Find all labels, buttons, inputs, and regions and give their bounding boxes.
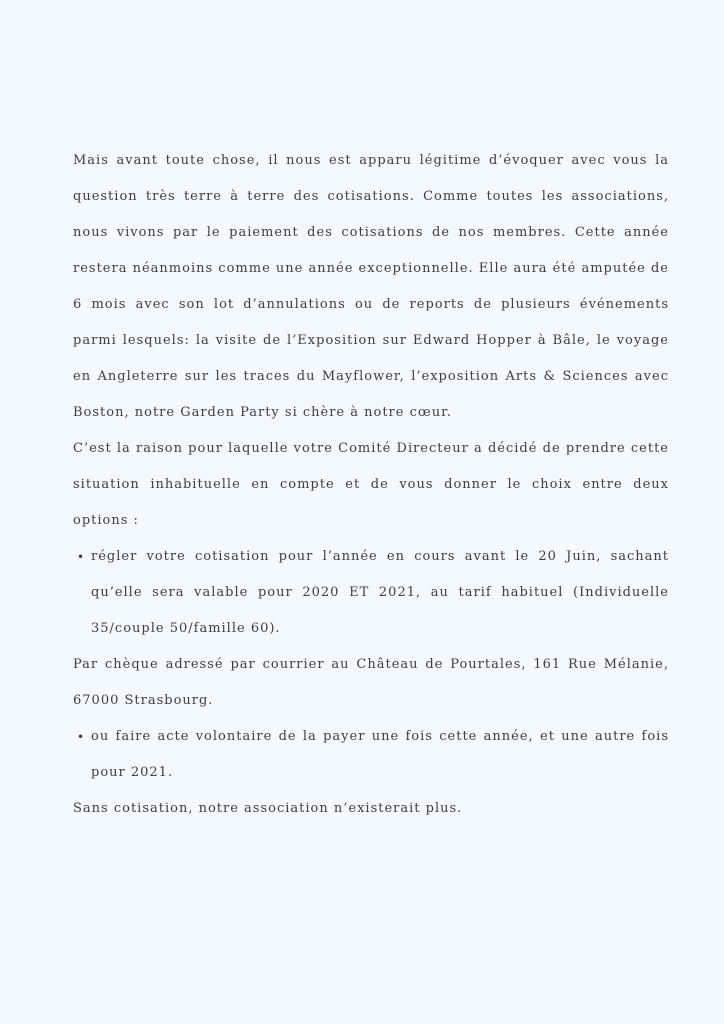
- bullet-icon: •: [77, 730, 86, 744]
- paragraph-options-intro: C’est la raison pour laquelle votre Comité Directeur a décidé de prendre cette situation inhabituelle en compte et de vous donner le choix entre deux options :: [73, 441, 669, 528]
- option-bullet-item: [73, 539, 669, 647]
- paragraph-payment-address: Par chèque adressé par courrier au Château de Pourtales, 161 Rue Mélanie, 67000 Strasbourg.: [73, 657, 669, 708]
- option-text: ou faire acte volontaire de la payer une fois cette année, et une autre fois pour 2021.: [91, 729, 669, 780]
- bullet-icon: •: [77, 550, 86, 564]
- paragraph-closing: Sans cotisation, notre association n’existerait plus.: [73, 801, 463, 816]
- document-body: [73, 143, 669, 827]
- option-bullet-item: [73, 719, 669, 791]
- paragraph-cotisations-intro: Mais avant toute chose, il nous est apparu légitime d’évoquer avec vous la question très terre à terre des cotisations. Comme toutes les associations, nous vivons par le paiement des cotisations de nos membres. Cette année restera néanmoins comme une année exceptionnelle. Elle aura été amputée de 6 mois avec son lot d’annulations ou de reports de plusieurs événements parmi lesquels: la visite de l’Exposition sur Edward Hopper à Bâle, le voyage en Angleterre sur les traces du Mayflower, l’exposition Arts & Sciences avec Boston, notre Garden Party si chère à notre cœur.: [73, 153, 669, 420]
- option-text: régler votre cotisation pour l’année en cours avant le 20 Juin, sachant qu’elle sera valable pour 2020 ET 2021, au tarif habituel (Individuelle 35/couple 50/famille 60).: [91, 549, 669, 636]
- options-list-first: [73, 539, 669, 647]
- options-list-second: [73, 719, 669, 791]
